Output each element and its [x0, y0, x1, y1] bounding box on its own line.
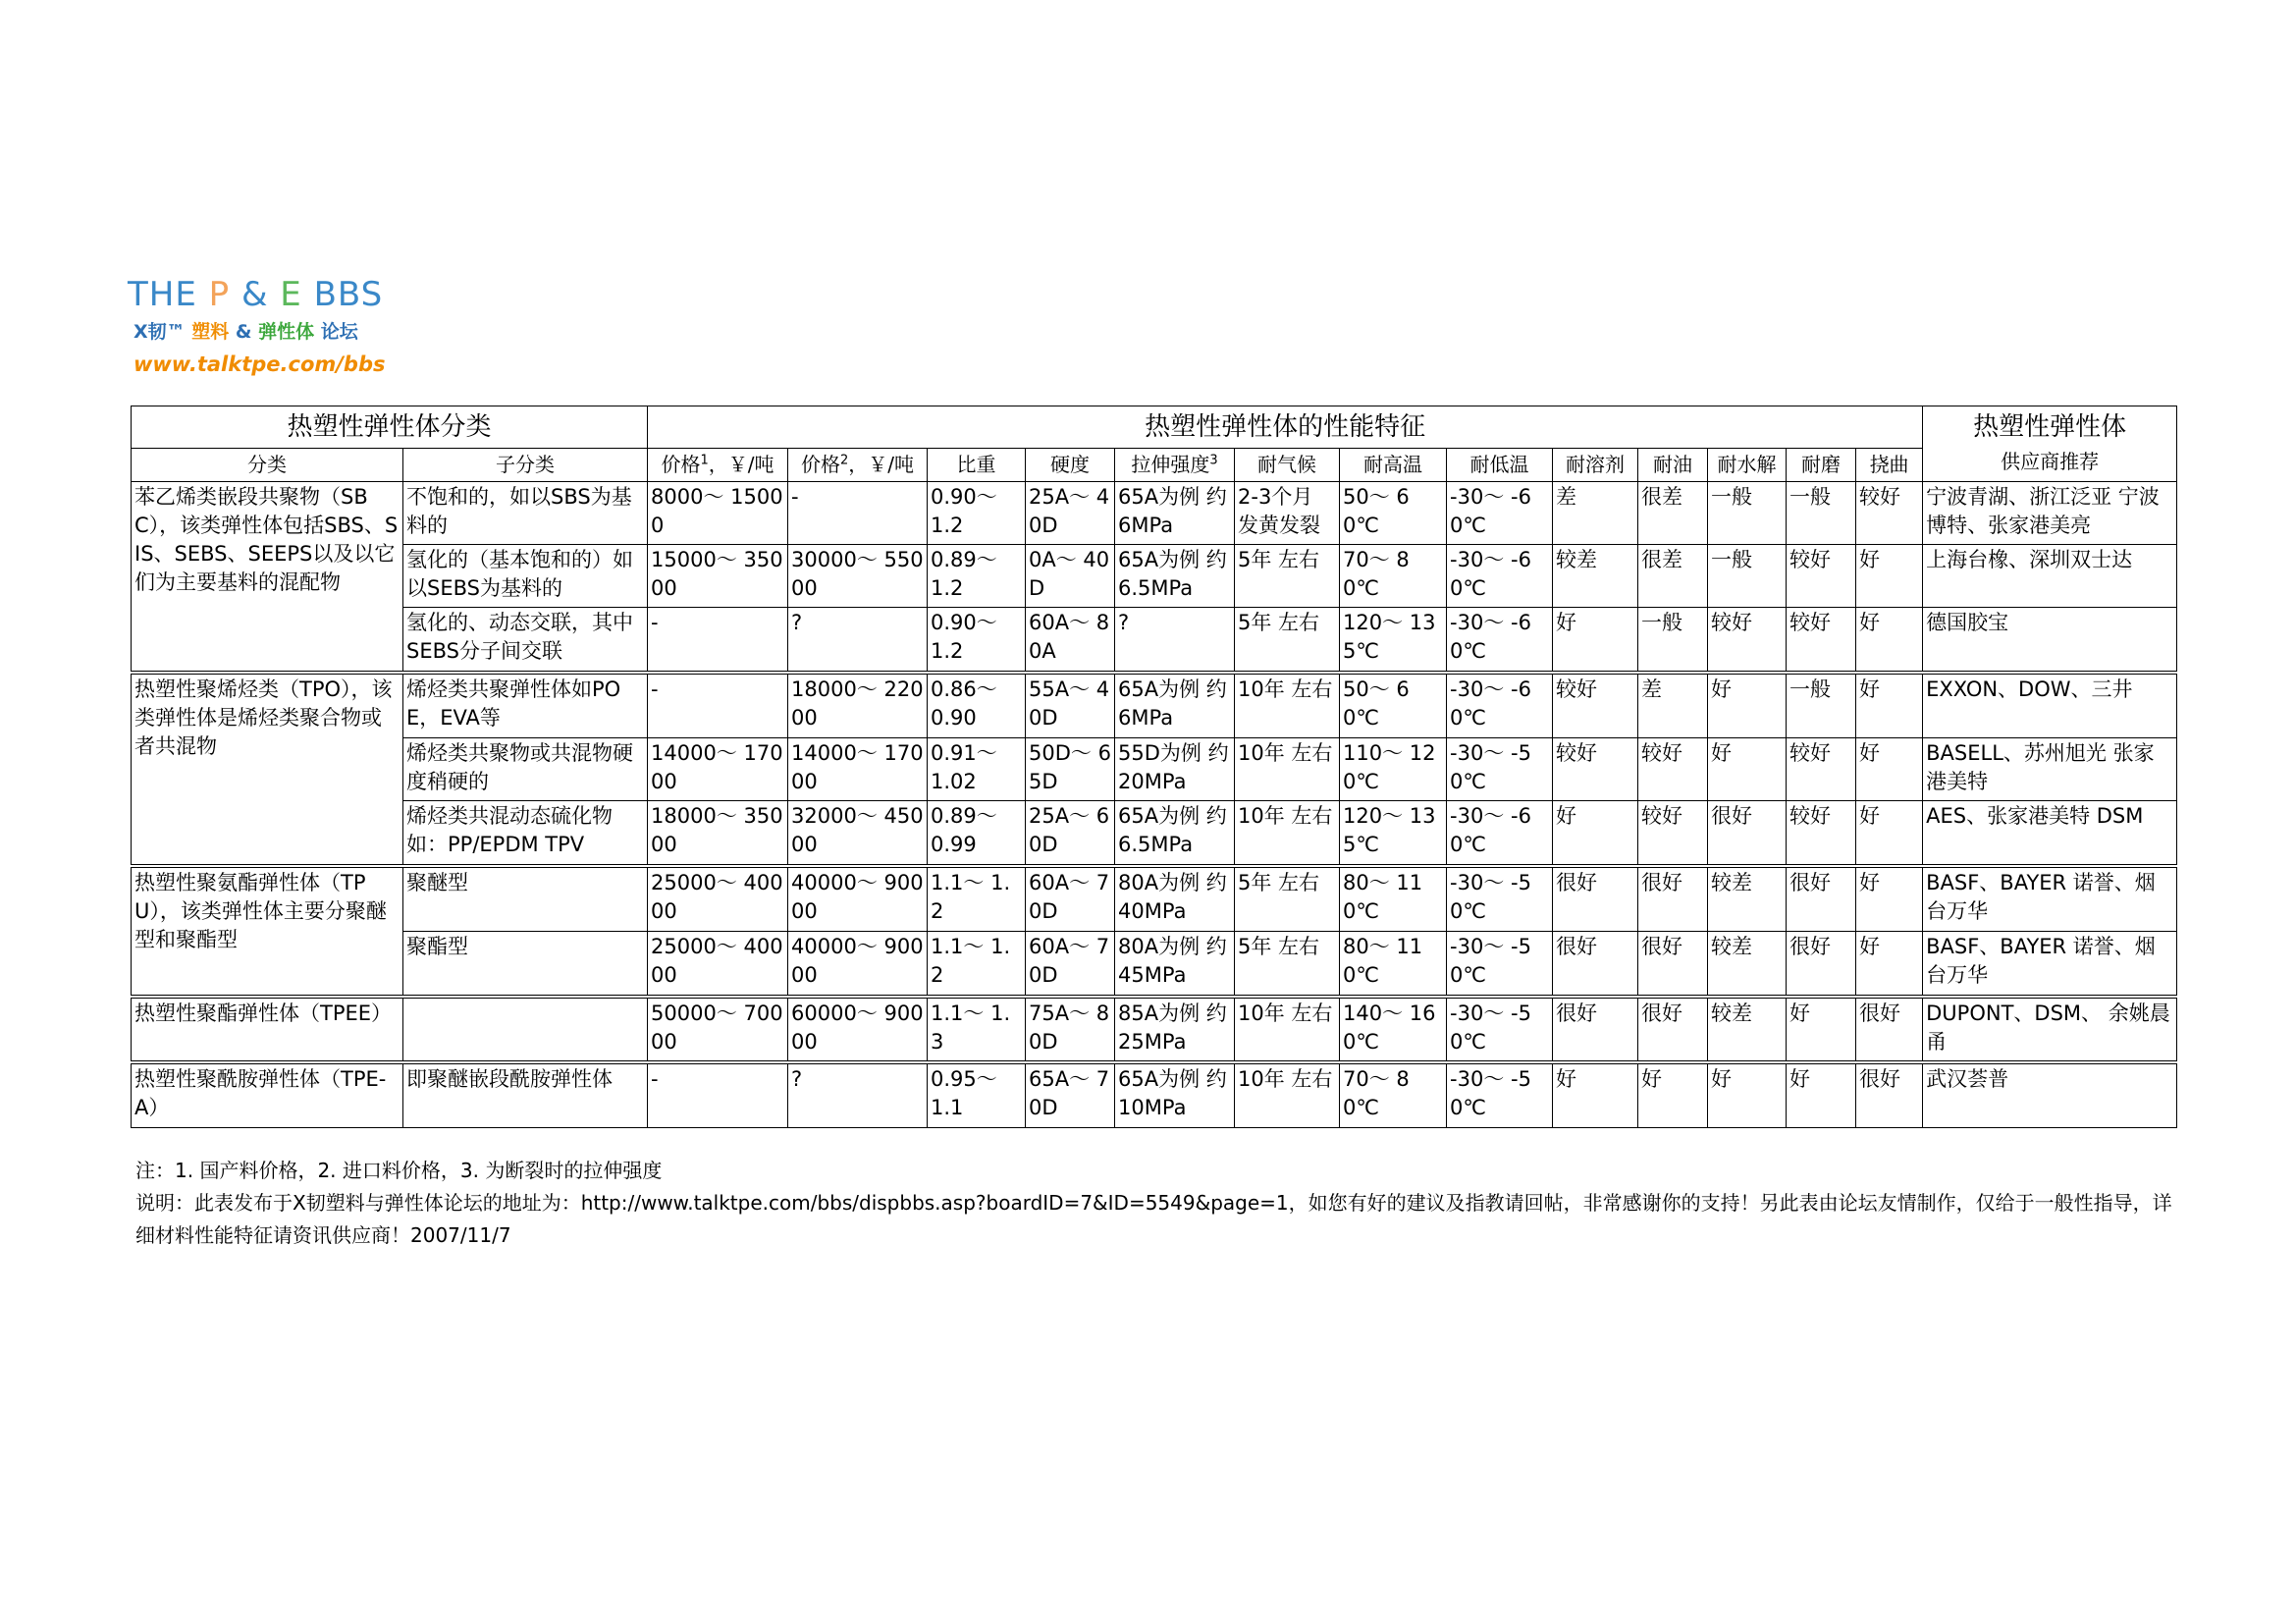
- hardness-cell: 25A～ 60D: [1026, 801, 1115, 866]
- table-row: [132, 932, 2177, 997]
- low-temp-cell: -30～ -50℃: [1447, 1062, 1553, 1128]
- col-density: 比重: [928, 449, 1026, 482]
- col-high-temp: 耐高温: [1340, 449, 1447, 482]
- density-cell: 0.90～ 1.2: [928, 482, 1026, 545]
- price1-cell: -: [648, 673, 788, 738]
- oil-cell: 很好: [1638, 866, 1708, 932]
- solvent-cell: 好: [1553, 801, 1638, 866]
- oil-cell: 一般: [1638, 608, 1708, 673]
- price1-cell: -: [648, 1062, 788, 1128]
- low-temp-cell: -30～ -60℃: [1447, 482, 1553, 545]
- subcategory-cell: 烯烃类共混动态硫化物 如：PP/EPDM TPV: [403, 801, 648, 866]
- table-row: [132, 1062, 2177, 1128]
- tensile-cell: 65A为例 约6MPa: [1115, 482, 1235, 545]
- abrasion-cell: 一般: [1787, 673, 1856, 738]
- logo-title-e: E: [280, 275, 302, 314]
- abrasion-cell: 较好: [1787, 738, 1856, 801]
- abrasion-cell: 好: [1787, 1062, 1856, 1128]
- low-temp-cell: -30～ -50℃: [1447, 866, 1553, 932]
- hydrolysis-cell: 较好: [1708, 608, 1787, 673]
- group-header-row: [132, 406, 2177, 449]
- price2-cell: ?: [788, 1062, 928, 1128]
- low-temp-cell: -30～ -60℃: [1447, 801, 1553, 866]
- table-row: [132, 801, 2177, 866]
- logo-title-p: P: [208, 275, 231, 314]
- price1-cell: 25000～ 40000: [648, 932, 788, 997]
- solvent-cell: 很好: [1553, 997, 1638, 1062]
- footnote-description: 说明：此表发布于X韧塑料与弹性体论坛的地址为：http://www.talktpe.com/bbs/dispbbs.asp?boardID=7&ID=5549&page=1，如您有好的建议及指教请回帖，非常感谢你的支持！另此表由论坛友情制作，仅给于一般性指导，详细材料性能特征请资讯供应商！2007/11/7: [135, 1191, 2172, 1247]
- price2-cell: 40000～ 90000: [788, 866, 928, 932]
- supplier-cell: 德国胶宝: [1923, 608, 2177, 673]
- subcategory-cell: 烯烃类共聚弹性体如POE，EVA等: [403, 673, 648, 738]
- classification-header: 热塑性弹性体分类: [132, 406, 648, 449]
- weather-cell: 10年 左右: [1235, 801, 1340, 866]
- oil-cell: 很好: [1638, 932, 1708, 997]
- hardness-cell: 60A～ 80A: [1026, 608, 1115, 673]
- col-hydrolysis: 耐水解: [1708, 449, 1787, 482]
- weather-cell: 5年 左右: [1235, 608, 1340, 673]
- supplier-header: [1923, 406, 2177, 482]
- col-price1-label: 价格: [661, 453, 701, 476]
- logo-subtitle: [133, 320, 358, 344]
- supplier-header-main: 热塑性弹性体: [1973, 411, 2127, 442]
- tensile-cell: 65A为例 约10MPa: [1115, 1062, 1235, 1128]
- weather-cell: 10年 左右: [1235, 997, 1340, 1062]
- solvent-cell: 较差: [1553, 545, 1638, 608]
- table-row: [132, 482, 2177, 545]
- table-row: [132, 608, 2177, 673]
- subcategory-cell: 聚酯型: [403, 932, 648, 997]
- col-weather: 耐气候: [1235, 449, 1340, 482]
- hardness-cell: 60A～ 70D: [1026, 932, 1115, 997]
- solvent-cell: 好: [1553, 1062, 1638, 1128]
- footnotes: [135, 1155, 2177, 1252]
- hardness-cell: 50D～ 65D: [1026, 738, 1115, 801]
- high-temp-cell: 120～ 135℃: [1340, 801, 1447, 866]
- solvent-cell: 好: [1553, 608, 1638, 673]
- flex-cell: 好: [1856, 932, 1923, 997]
- price2-cell: 18000～ 22000: [788, 673, 928, 738]
- tensile-cell: 65A为例 约6.5MPa: [1115, 545, 1235, 608]
- abrasion-cell: 一般: [1787, 482, 1856, 545]
- logo-sub-plastic: 塑料: [191, 321, 230, 343]
- tensile-cell: 65A为例 约6.5MPa: [1115, 801, 1235, 866]
- hardness-cell: 25A～ 40D: [1026, 482, 1115, 545]
- logo-title-the: THE: [128, 275, 209, 314]
- oil-cell: 好: [1638, 1062, 1708, 1128]
- oil-cell: 很好: [1638, 997, 1708, 1062]
- high-temp-cell: 70～ 80℃: [1340, 1062, 1447, 1128]
- flex-cell: 好: [1856, 801, 1923, 866]
- solvent-cell: 较好: [1553, 673, 1638, 738]
- price2-cell: -: [788, 482, 928, 545]
- col-price2-sup: 2: [840, 453, 849, 468]
- oil-cell: 较好: [1638, 738, 1708, 801]
- col-price2: [788, 449, 928, 482]
- logo-title: [128, 275, 383, 314]
- category-cell: 热塑性聚氨酯弹性体（TPU），该类弹性体主要分聚醚型和聚酯型: [132, 866, 403, 997]
- supplier-cell: 武汉荟普: [1923, 1062, 2177, 1128]
- abrasion-cell: 很好: [1787, 932, 1856, 997]
- flex-cell: 很好: [1856, 997, 1923, 1062]
- category-cell: 热塑性聚酯弹性体（TPEE）: [132, 997, 403, 1062]
- forum-logo: [128, 275, 422, 393]
- subcategory-cell: 不饱和的，如以SBS为基料的: [403, 482, 648, 545]
- supplier-cell: DUPONT、DSM、 余姚晨甬: [1923, 997, 2177, 1062]
- hydrolysis-cell: 较差: [1708, 997, 1787, 1062]
- hydrolysis-cell: 好: [1708, 1062, 1787, 1128]
- hydrolysis-cell: 一般: [1708, 482, 1787, 545]
- logo-title-amp: &: [230, 275, 281, 314]
- subcategory-cell: 即聚醚嵌段酰胺弹性体: [403, 1062, 648, 1128]
- price2-cell: 14000～ 17000: [788, 738, 928, 801]
- price2-cell: 32000～ 45000: [788, 801, 928, 866]
- supplier-cell: BASELL、苏州旭光 张家港美特: [1923, 738, 2177, 801]
- price1-cell: -: [648, 608, 788, 673]
- hardness-cell: 0A～ 40D: [1026, 545, 1115, 608]
- hydrolysis-cell: 较差: [1708, 866, 1787, 932]
- density-cell: 0.90～ 1.2: [928, 608, 1026, 673]
- weather-cell: 10年 左右: [1235, 1062, 1340, 1128]
- abrasion-cell: 较好: [1787, 608, 1856, 673]
- flex-cell: 好: [1856, 545, 1923, 608]
- high-temp-cell: 140～ 160℃: [1340, 997, 1447, 1062]
- weather-cell: 5年 左右: [1235, 866, 1340, 932]
- density-cell: 0.89～ 1.2: [928, 545, 1026, 608]
- solvent-cell: 差: [1553, 482, 1638, 545]
- col-abrasion: 耐磨: [1787, 449, 1856, 482]
- density-cell: 0.86～ 0.90: [928, 673, 1026, 738]
- price1-cell: 18000～ 35000: [648, 801, 788, 866]
- col-low-temp: 耐低温: [1447, 449, 1553, 482]
- col-flex: 挠曲: [1856, 449, 1923, 482]
- price1-cell: 25000～ 40000: [648, 866, 788, 932]
- col-hardness: 硬度: [1026, 449, 1115, 482]
- logo-sub-elastomer: 弹性体: [258, 321, 315, 343]
- col-tensile-sup: 3: [1209, 453, 1218, 468]
- low-temp-cell: -30～ -60℃: [1447, 673, 1553, 738]
- subcategory-cell: 聚醚型: [403, 866, 648, 932]
- price2-cell: 40000～ 90000: [788, 932, 928, 997]
- price2-cell: 30000～ 55000: [788, 545, 928, 608]
- weather-cell: 10年 左右: [1235, 738, 1340, 801]
- hardness-cell: 75A～ 80D: [1026, 997, 1115, 1062]
- col-price2-label: 价格: [801, 453, 840, 476]
- abrasion-cell: 好: [1787, 997, 1856, 1062]
- col-solvent: 耐溶剂: [1553, 449, 1638, 482]
- hydrolysis-cell: 好: [1708, 738, 1787, 801]
- tpe-comparison-table: [131, 406, 2177, 1128]
- subcategory-cell: [403, 997, 648, 1062]
- category-cell: 热塑性聚烯烃类（TPO），该类弹性体是烯烃类聚合物或者共混物: [132, 673, 403, 866]
- density-cell: 1.1～ 1.2: [928, 866, 1026, 932]
- price2-cell: ?: [788, 608, 928, 673]
- price2-cell: 60000～ 90000: [788, 997, 928, 1062]
- flex-cell: 好: [1856, 673, 1923, 738]
- table-row: [132, 997, 2177, 1062]
- solvent-cell: 很好: [1553, 932, 1638, 997]
- logo-url: www.talktpe.com/bbs: [133, 352, 386, 376]
- solvent-cell: 很好: [1553, 866, 1638, 932]
- supplier-cell: AES、张家港美特 DSM: [1923, 801, 2177, 866]
- flex-cell: 好: [1856, 866, 1923, 932]
- col-price2-unit: ，￥/吨: [848, 453, 915, 476]
- hardness-cell: 55A～ 40D: [1026, 673, 1115, 738]
- col-oil: 耐油: [1638, 449, 1708, 482]
- low-temp-cell: -30～ -60℃: [1447, 608, 1553, 673]
- supplier-cell: 上海台橡、深圳双士达: [1923, 545, 2177, 608]
- high-temp-cell: 80～ 110℃: [1340, 866, 1447, 932]
- price1-cell: 50000～ 70000: [648, 997, 788, 1062]
- flex-cell: 好: [1856, 738, 1923, 801]
- density-cell: 0.95～ 1.1: [928, 1062, 1026, 1128]
- high-temp-cell: 50～ 60℃: [1340, 482, 1447, 545]
- footnote-legend: 注：1. 国产料价格，2. 进口料价格，3. 为断裂时的拉伸强度: [135, 1159, 663, 1182]
- abrasion-cell: 较好: [1787, 801, 1856, 866]
- col-subcategory: 子分类: [403, 449, 648, 482]
- flex-cell: 很好: [1856, 1062, 1923, 1128]
- col-tensile-label: 拉伸强度: [1131, 453, 1210, 476]
- tensile-cell: 55D为例 约20MPa: [1115, 738, 1235, 801]
- low-temp-cell: -30～ -50℃: [1447, 932, 1553, 997]
- high-temp-cell: 70～ 80℃: [1340, 545, 1447, 608]
- table-row: [132, 673, 2177, 738]
- col-price1-sup: 1: [700, 453, 709, 468]
- logo-title-bbs: BBS: [301, 275, 384, 314]
- hydrolysis-cell: 很好: [1708, 801, 1787, 866]
- oil-cell: 较好: [1638, 801, 1708, 866]
- flex-cell: 好: [1856, 608, 1923, 673]
- high-temp-cell: 50～ 60℃: [1340, 673, 1447, 738]
- table-row: [132, 866, 2177, 932]
- supplier-cell: BASF、BAYER 诺誉、烟台万华: [1923, 932, 2177, 997]
- low-temp-cell: -30～ -60℃: [1447, 545, 1553, 608]
- high-temp-cell: 80～ 110℃: [1340, 932, 1447, 997]
- hardness-cell: 60A～ 70D: [1026, 866, 1115, 932]
- high-temp-cell: 120～ 135℃: [1340, 608, 1447, 673]
- tensile-cell: ?: [1115, 608, 1235, 673]
- logo-sub-amp: &: [229, 321, 259, 343]
- low-temp-cell: -30～ -50℃: [1447, 738, 1553, 801]
- tensile-cell: 65A为例 约6MPa: [1115, 673, 1235, 738]
- hydrolysis-cell: 一般: [1708, 545, 1787, 608]
- density-cell: 0.89～ 0.99: [928, 801, 1026, 866]
- weather-cell: 5年 左右: [1235, 545, 1340, 608]
- price1-cell: 8000～ 15000: [648, 482, 788, 545]
- col-tensile: [1115, 449, 1235, 482]
- hardness-cell: 65A～ 70D: [1026, 1062, 1115, 1128]
- logo-sub-forum: 论坛: [314, 321, 358, 343]
- tensile-cell: 80A为例 约45MPa: [1115, 932, 1235, 997]
- col-price1: [648, 449, 788, 482]
- weather-cell: 5年 左右: [1235, 932, 1340, 997]
- solvent-cell: 较好: [1553, 738, 1638, 801]
- oil-cell: 很差: [1638, 545, 1708, 608]
- col-price1-unit: ，￥/吨: [708, 453, 774, 476]
- high-temp-cell: 110～ 120℃: [1340, 738, 1447, 801]
- density-cell: 1.1～ 1.2: [928, 932, 1026, 997]
- weather-cell: 10年 左右: [1235, 673, 1340, 738]
- table-row: [132, 545, 2177, 608]
- density-cell: 0.91～ 1.02: [928, 738, 1026, 801]
- abrasion-cell: 较好: [1787, 545, 1856, 608]
- weather-cell: 2-3个月 发黄发裂: [1235, 482, 1340, 545]
- tensile-cell: 80A为例 约40MPa: [1115, 866, 1235, 932]
- supplier-cell: 宁波青湖、浙江泛亚 宁波博特、张家港美亮: [1923, 482, 2177, 545]
- category-cell: 热塑性聚酰胺弹性体（TPE-A）: [132, 1062, 403, 1128]
- table-row: [132, 738, 2177, 801]
- subcategory-cell: 烯烃类共聚物或共混物硬度稍硬的: [403, 738, 648, 801]
- supplier-cell: EXXON、DOW、三井: [1923, 673, 2177, 738]
- density-cell: 1.1～ 1.3: [928, 997, 1026, 1062]
- low-temp-cell: -30～ -50℃: [1447, 997, 1553, 1062]
- properties-header: 热塑性弹性体的性能特征: [648, 406, 1923, 449]
- flex-cell: 较好: [1856, 482, 1923, 545]
- price1-cell: 15000～ 35000: [648, 545, 788, 608]
- price1-cell: 14000～ 17000: [648, 738, 788, 801]
- oil-cell: 很差: [1638, 482, 1708, 545]
- supplier-header-sub: 供应商推荐: [2001, 449, 2100, 473]
- hydrolysis-cell: 较差: [1708, 932, 1787, 997]
- supplier-cell: BASF、BAYER 诺誉、烟台万华: [1923, 866, 2177, 932]
- tensile-cell: 85A为例 约25MPa: [1115, 997, 1235, 1062]
- subcategory-cell: 氢化的（基本饱和的）如以SEBS为基料的: [403, 545, 648, 608]
- logo-sub-x: X韧™: [133, 321, 192, 343]
- oil-cell: 差: [1638, 673, 1708, 738]
- subcategory-cell: 氢化的、动态交联，其中SEBS分子间交联: [403, 608, 648, 673]
- column-header-row: [132, 449, 2177, 482]
- hydrolysis-cell: 好: [1708, 673, 1787, 738]
- col-category: 分类: [132, 449, 403, 482]
- abrasion-cell: 很好: [1787, 866, 1856, 932]
- table-body: [132, 482, 2177, 1128]
- category-cell: 苯乙烯类嵌段共聚物（SBC），该类弹性体包括SBS、SIS、SEBS、SEEPS以及以它们为主要基料的混配物: [132, 482, 403, 673]
